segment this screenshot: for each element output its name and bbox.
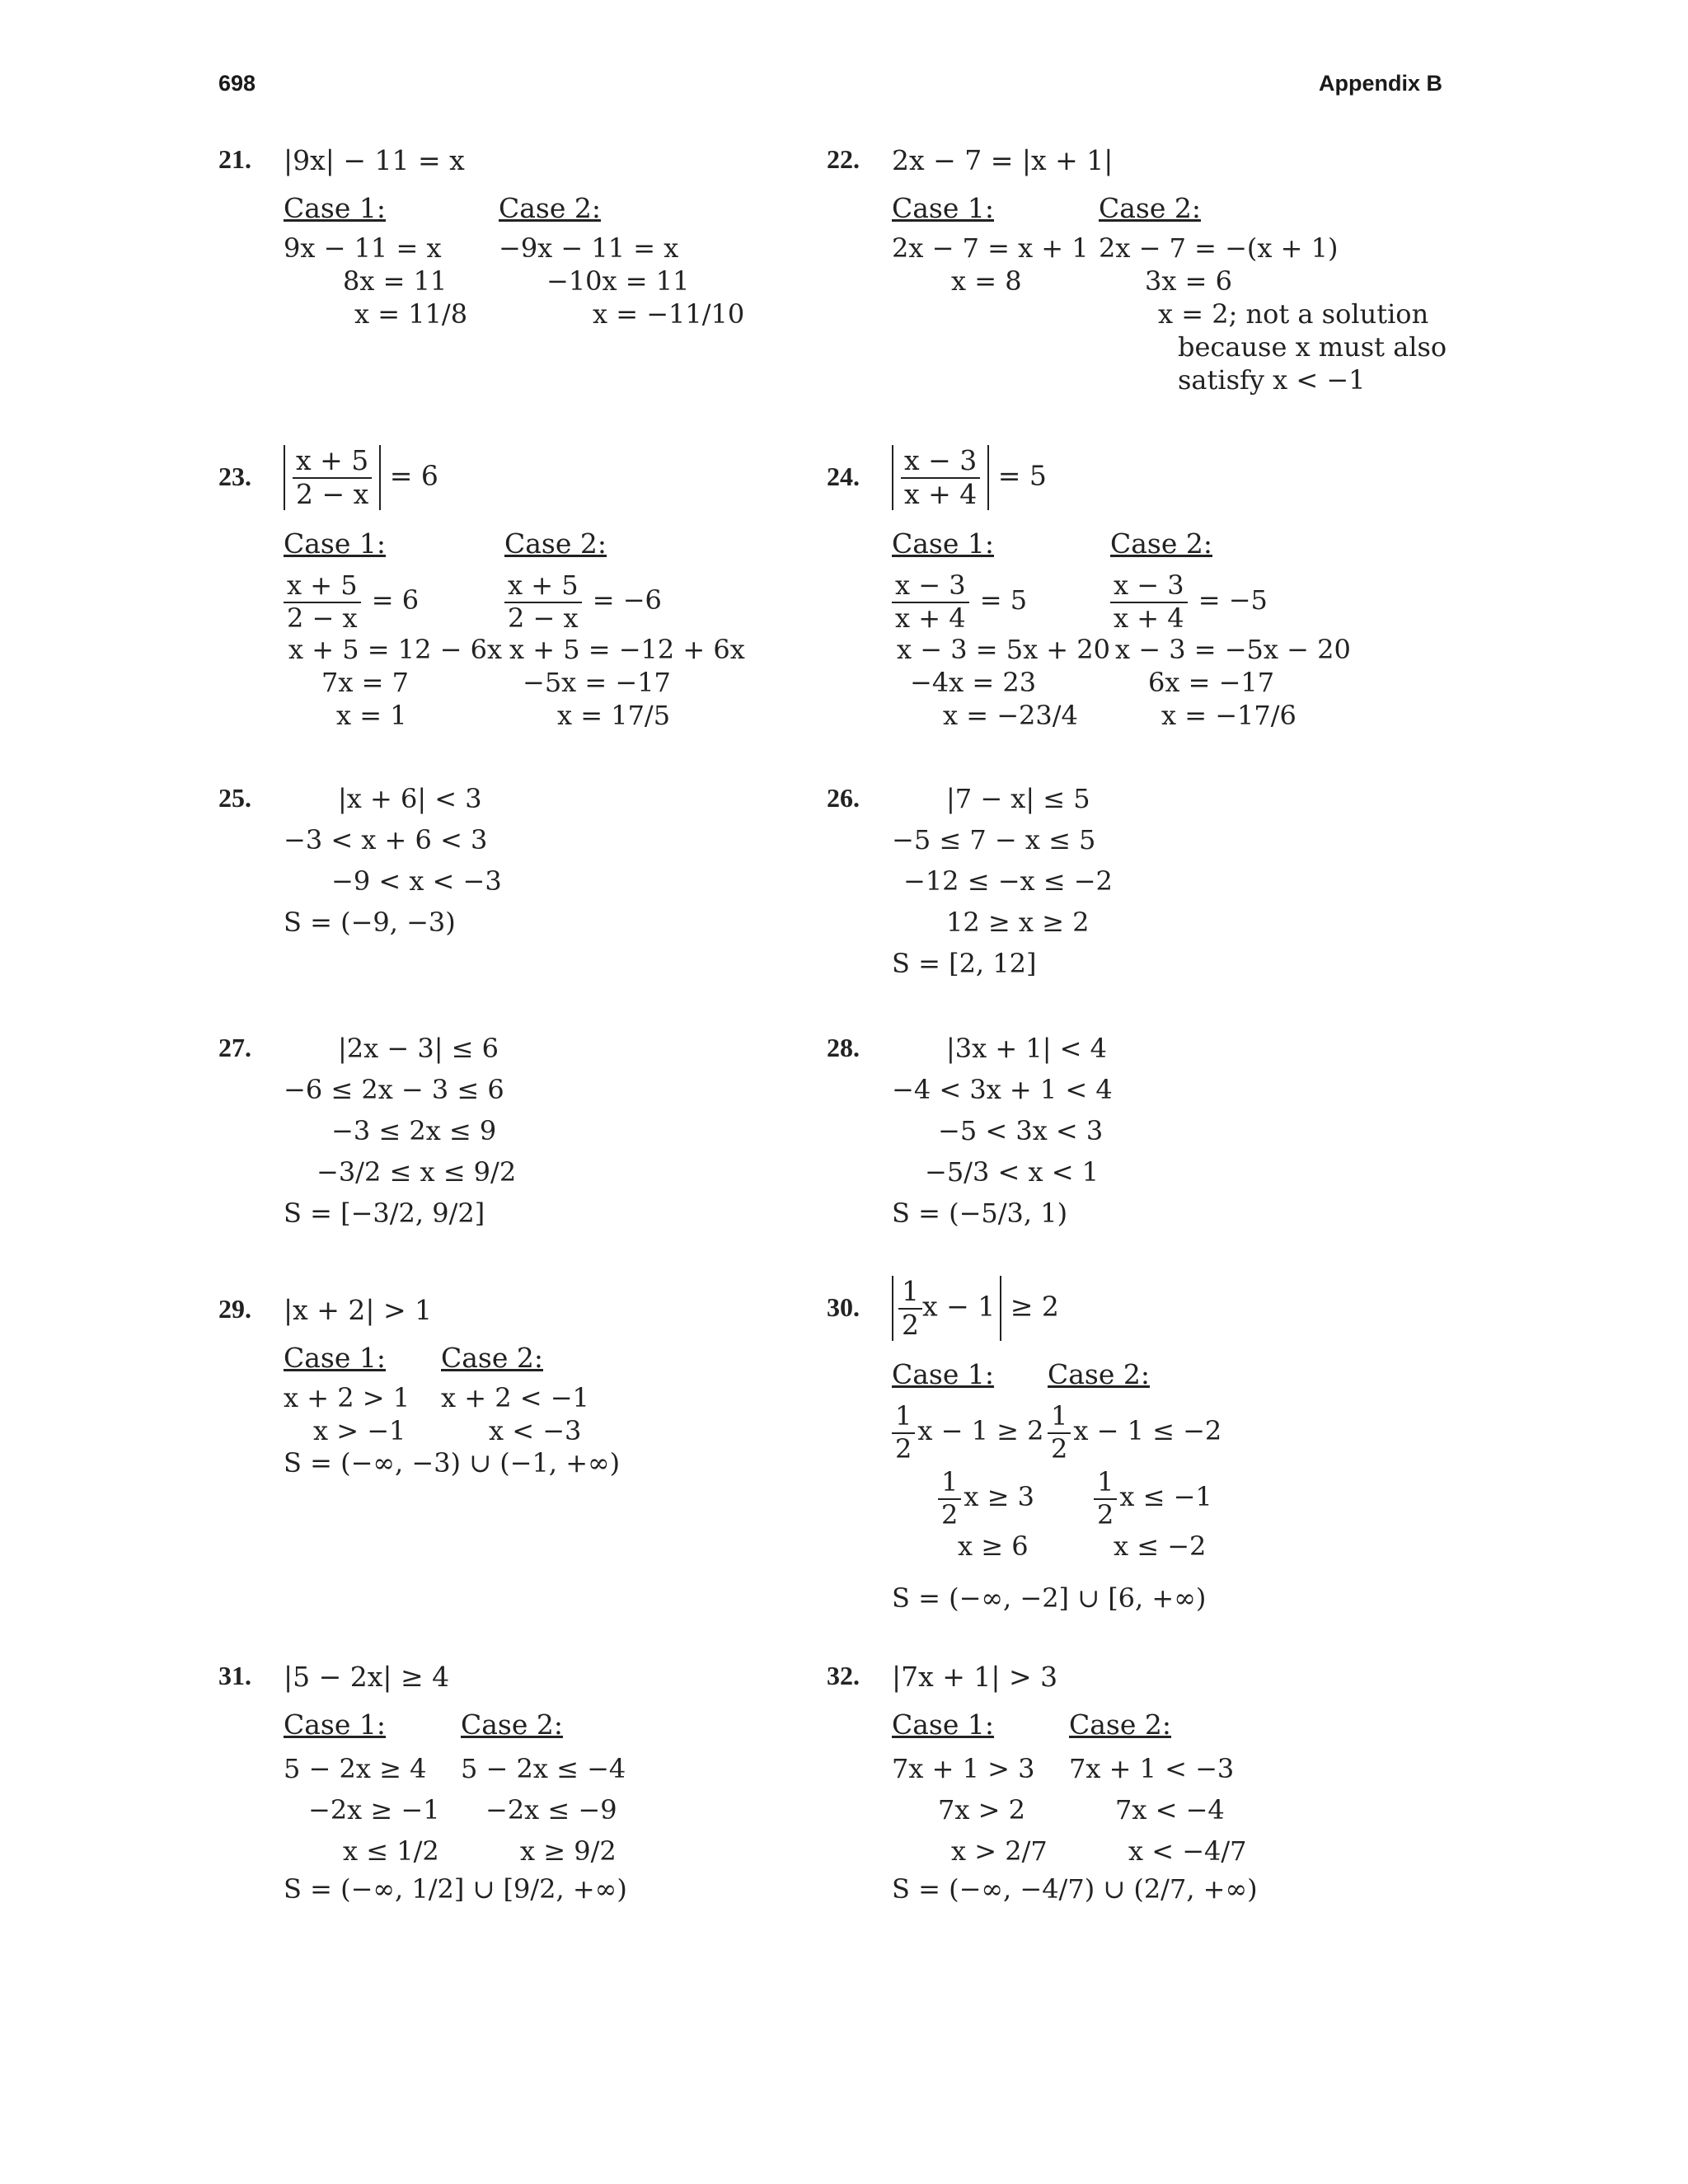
case-1: [284, 527, 502, 732]
step: −3 ≤ 2x ≤ 9: [331, 1115, 497, 1146]
case-label: Case 1:: [284, 1342, 386, 1374]
fraction: [1048, 1399, 1071, 1465]
case-2: [504, 527, 745, 732]
problem-number: 23.: [218, 462, 251, 491]
case-label: Case 1:: [284, 1708, 386, 1741]
step: 7x = 7: [321, 667, 409, 698]
problem-statement: |7x + 1| > 3: [892, 1661, 1058, 1693]
step: [284, 567, 502, 633]
fraction-denominator: 2: [1051, 1432, 1068, 1465]
case-1: [284, 1342, 410, 1447]
step: 7x + 1 > 3: [892, 1753, 1035, 1784]
problem-number: 32.: [827, 1661, 860, 1690]
step: −2x ≥ −1: [308, 1794, 440, 1825]
case-label: Case 2:: [1110, 527, 1212, 560]
case-label: Case 2:: [1048, 1358, 1150, 1390]
step: x + 2 > 1: [284, 1382, 410, 1413]
fraction-denominator: 2: [941, 1498, 959, 1530]
case-label: Case 2:: [1069, 1708, 1171, 1741]
case-1: [892, 1358, 1043, 1563]
step-expression: x ≤ −1: [1119, 1481, 1212, 1512]
problem-number: 29.: [218, 1294, 251, 1324]
equation-rhs: = −6: [592, 584, 662, 616]
case-label: Case 1:: [284, 527, 386, 560]
step: −9 < x < −3: [331, 865, 502, 897]
step: because x must also: [1178, 331, 1447, 363]
fraction-numerator: 1: [938, 1469, 961, 1500]
page-header-title: Appendix B: [1319, 71, 1443, 96]
step: −2x ≤ −9: [485, 1794, 617, 1825]
step: −5 < 3x < 3: [938, 1115, 1104, 1146]
problem-statement: [284, 445, 438, 510]
step: −5 ≤ 7 − x ≤ 5: [892, 824, 1096, 855]
fraction: [1094, 1465, 1117, 1530]
step: 9x − 11 = x: [284, 232, 442, 264]
step: x = 2; not a solution: [1158, 298, 1429, 330]
case-2: [1048, 1358, 1221, 1563]
step: x + 2 < −1: [441, 1382, 589, 1413]
step: [892, 1464, 1043, 1530]
fraction-denominator: 2: [1097, 1498, 1114, 1530]
problem-statement: 2x − 7 = |x + 1|: [892, 144, 1114, 176]
step: −12 ≤ −x ≤ −2: [903, 865, 1113, 897]
problem-statement: [892, 445, 1047, 510]
case-label: Case 1:: [892, 1358, 994, 1390]
case-label: Case 2:: [461, 1708, 563, 1741]
case-label: Case 1:: [892, 1708, 994, 1741]
step: 8x = 11: [343, 265, 448, 297]
problem-number: 25.: [218, 783, 251, 813]
absolute-value: [284, 445, 381, 510]
problem-number: 27.: [218, 1033, 251, 1062]
step: [892, 567, 1110, 633]
case-1: [892, 1708, 1048, 1872]
solution-set: S = (−∞, −2] ∪ [6, +∞): [892, 1582, 1207, 1614]
step: 5 − 2x ≤ −4: [461, 1753, 626, 1784]
problem-number: 30.: [827, 1292, 860, 1322]
step: −5x = −17: [523, 667, 671, 698]
case-1: [892, 527, 1110, 732]
fraction: [892, 569, 969, 634]
step: [504, 567, 745, 633]
equation-rhs: = 6: [371, 584, 420, 616]
step: 3x = 6: [1145, 265, 1232, 297]
step: x ≤ 1/2: [343, 1835, 439, 1867]
fraction-denominator: x + 4: [895, 602, 966, 634]
step: x − 3 = −5x − 20: [1115, 634, 1351, 665]
case-label: Case 2:: [499, 192, 601, 224]
fraction-numerator: 1: [1048, 1403, 1071, 1434]
absolute-value: [892, 445, 989, 510]
case-label: Case 2:: [1099, 192, 1201, 224]
step: x = −23/4: [943, 700, 1078, 731]
case-1: [892, 192, 1089, 298]
step: |x + 6| < 3: [338, 783, 482, 814]
case-label: Case 2:: [504, 527, 607, 560]
step: x + 5 = 12 − 6x: [288, 634, 502, 665]
fraction: [901, 444, 980, 510]
equation-rhs: = 5: [979, 584, 1028, 616]
step: satisfy x < −1: [1178, 364, 1366, 396]
fraction-denominator: 2 − x: [296, 477, 369, 510]
problem-number: 28.: [827, 1033, 860, 1062]
step: [1048, 1398, 1221, 1464]
case-2: [461, 1708, 626, 1872]
step: x = 17/5: [557, 700, 671, 731]
solution-steps: [892, 778, 1113, 984]
step: −9x − 11 = x: [499, 232, 679, 264]
step: [892, 1398, 1043, 1464]
fraction-numerator: x + 5: [293, 447, 372, 479]
step: x = −17/6: [1161, 700, 1296, 731]
case-label: Case 1:: [892, 192, 994, 224]
step: [1048, 1464, 1221, 1530]
problem-statement: [892, 1276, 1059, 1341]
step: 2x − 7 = x + 1: [892, 232, 1089, 264]
case-2: [1099, 192, 1447, 396]
step: x > −1: [313, 1415, 406, 1446]
case-label: Case 1:: [892, 527, 994, 560]
case-2: [441, 1342, 589, 1447]
case-2: [499, 192, 744, 330]
fraction-numerator: 1: [898, 1277, 922, 1310]
fraction: [293, 444, 372, 510]
fraction-numerator: x − 3: [901, 447, 980, 479]
fraction: [892, 1399, 915, 1465]
step: x = 8: [951, 265, 1022, 297]
solution-set: S = (−∞, 1/2] ∪ [9/2, +∞): [284, 1873, 627, 1905]
step: x > 2/7: [951, 1835, 1048, 1867]
solution-set: S = (−∞, −4/7) ∪ (2/7, +∞): [892, 1873, 1258, 1905]
problem-statement: |9x| − 11 = x: [284, 144, 465, 176]
step: x + 5 = −12 + 6x: [509, 634, 745, 665]
step-expression: x − 1 ≥ 2: [917, 1415, 1044, 1446]
case-label: Case 2:: [441, 1342, 543, 1374]
problem-statement: |5 − 2x| ≥ 4: [284, 1661, 450, 1693]
equation-rhs: = 5: [997, 459, 1047, 492]
step: x − 3 = 5x + 20: [897, 634, 1110, 665]
step: 6x = −17: [1148, 667, 1275, 698]
equation-rhs: = 6: [389, 459, 438, 492]
abs-expression: x − 1: [922, 1290, 996, 1323]
step: |3x + 1| < 4: [946, 1033, 1107, 1064]
case-label: Case 1:: [284, 192, 386, 224]
problem-number: 26.: [827, 783, 860, 813]
step-expression: x ≥ 3: [964, 1481, 1034, 1512]
step: x ≥ 9/2: [520, 1835, 617, 1867]
fraction: [898, 1277, 922, 1339]
solution-steps: [284, 1028, 516, 1234]
problem-number: 21.: [218, 144, 251, 174]
step-expression: x − 1 ≤ −2: [1073, 1415, 1222, 1446]
case-2: [1069, 1708, 1247, 1872]
case-1: [284, 192, 467, 330]
fraction: [938, 1465, 961, 1530]
fraction-numerator: x + 5: [284, 572, 361, 603]
equation-rhs: ≥ 2: [1010, 1290, 1059, 1323]
fraction-denominator: x + 4: [1114, 602, 1184, 634]
step: 7x < −4: [1115, 1794, 1225, 1825]
step: x = −11/10: [593, 298, 745, 330]
absolute-value: [892, 1276, 1001, 1341]
fraction-denominator: 2 − x: [508, 602, 579, 634]
page-number: 698: [218, 71, 256, 96]
fraction-denominator: x + 4: [904, 477, 978, 510]
equation-rhs: = −5: [1198, 584, 1268, 616]
step: 2x − 7 = −(x + 1): [1099, 232, 1339, 264]
fraction-denominator: 2: [902, 1308, 919, 1341]
fraction: [1110, 569, 1188, 634]
fraction-numerator: 1: [892, 1403, 915, 1434]
step: x < −4/7: [1128, 1835, 1247, 1867]
problem-number: 31.: [218, 1661, 251, 1690]
step: 12 ≥ x ≥ 2: [946, 907, 1090, 938]
solution-set: S = (−5/3, 1): [892, 1197, 1068, 1229]
fraction-denominator: 2: [895, 1432, 912, 1465]
step: x ≥ 6: [958, 1530, 1029, 1562]
step: x < −3: [489, 1415, 582, 1446]
step: 7x > 2: [938, 1794, 1025, 1825]
step: −6 ≤ 2x − 3 ≤ 6: [284, 1074, 504, 1105]
step: [1110, 567, 1351, 633]
solution-steps: [284, 778, 502, 943]
solution-steps: [892, 1028, 1113, 1234]
fraction: [284, 569, 361, 634]
fraction-denominator: 2 − x: [287, 602, 358, 634]
case-2: [1110, 527, 1351, 732]
step: 5 − 2x ≥ 4: [284, 1753, 427, 1784]
step: |2x − 3| ≤ 6: [338, 1033, 499, 1064]
solution-set: S = (−9, −3): [284, 907, 456, 938]
step: −5/3 < x < 1: [925, 1156, 1100, 1188]
fraction-numerator: x + 5: [504, 572, 582, 603]
problem-number: 22.: [827, 144, 860, 174]
step: −10x = 11: [546, 265, 690, 297]
solution-set: S = [2, 12]: [892, 948, 1037, 979]
solution-set: S = [−3/2, 9/2]: [284, 1197, 485, 1229]
step: x ≤ −2: [1114, 1530, 1207, 1562]
fraction: [504, 569, 582, 634]
step: |7 − x| ≤ 5: [946, 783, 1090, 814]
step: x = 11/8: [354, 298, 468, 330]
step: −4 < 3x + 1 < 4: [892, 1074, 1113, 1105]
step: x = 1: [336, 700, 407, 731]
problem-number: 24.: [827, 462, 860, 491]
fraction-numerator: 1: [1094, 1469, 1117, 1500]
solution-set: S = (−∞, −3) ∪ (−1, +∞): [284, 1447, 621, 1479]
fraction-numerator: x − 3: [892, 572, 969, 603]
step: −3/2 ≤ x ≤ 9/2: [316, 1156, 517, 1188]
case-1: [284, 1708, 440, 1872]
fraction-numerator: x − 3: [1110, 572, 1188, 603]
step: −3 < x + 6 < 3: [284, 824, 488, 855]
problem-statement: |x + 2| > 1: [284, 1294, 433, 1326]
step: −4x = 23: [910, 667, 1037, 698]
step: 7x + 1 < −3: [1069, 1753, 1235, 1784]
